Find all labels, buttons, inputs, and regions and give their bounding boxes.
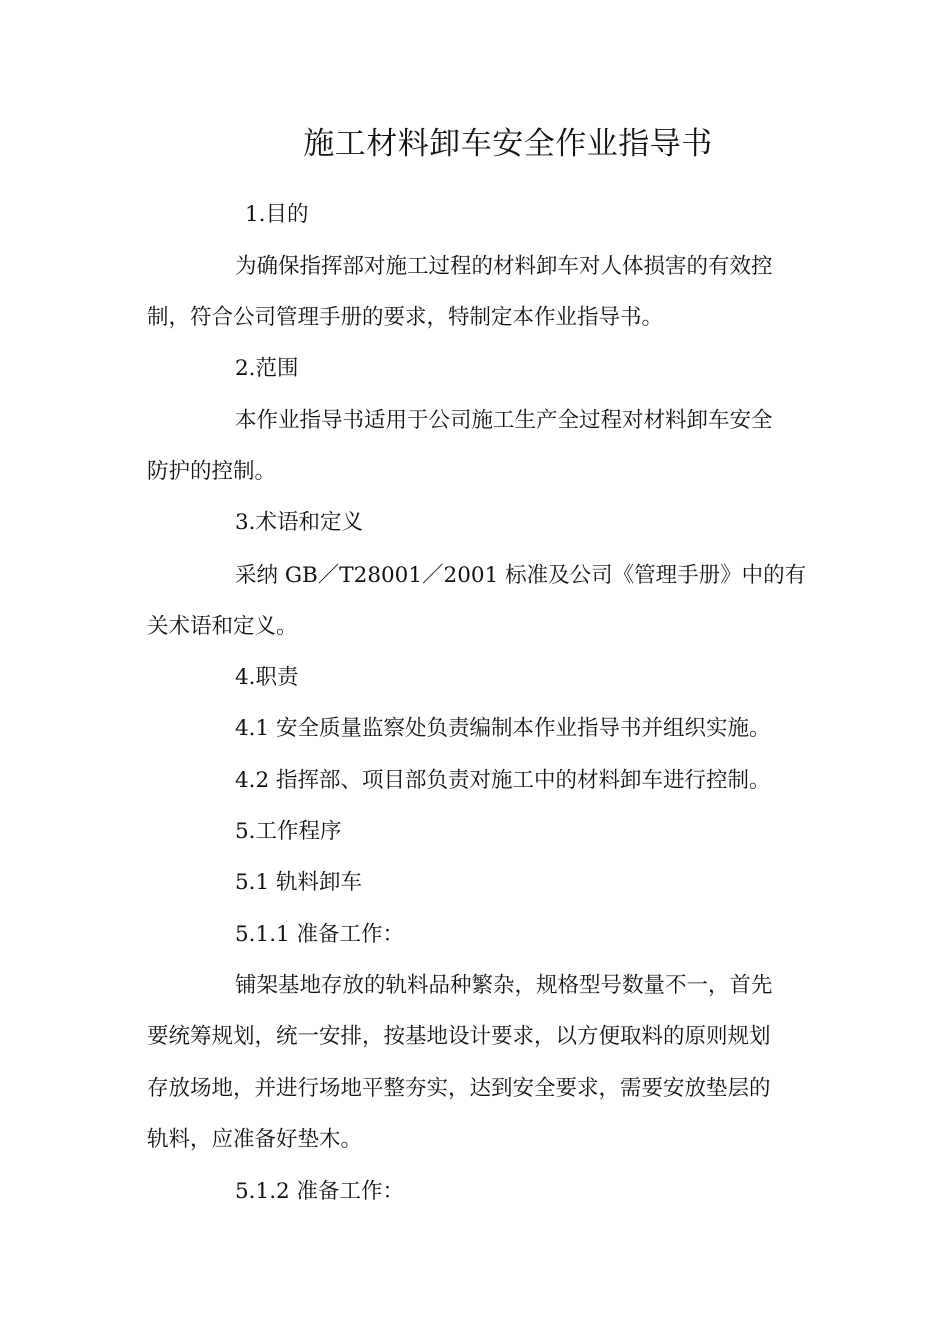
paragraph-line: 制，符合公司管理手册的要求，特制定本作业指导书。 <box>147 305 664 330</box>
paragraph-line: 防护的控制。 <box>147 459 277 484</box>
paragraph-line: 4.2 指挥部、项目部负责对施工中的材料卸车进行控制。 <box>235 768 771 793</box>
section-heading-terms: 3.术语和定义 <box>235 510 364 535</box>
paragraph-line: 轨料，应准备好垫木。 <box>147 1127 363 1152</box>
paragraph-line: 存放场地，并进行场地平整夯实，达到安全要求，需要安放垫层的 <box>147 1076 771 1101</box>
section-heading-purpose: 1.目的 <box>245 202 309 227</box>
subsection-heading: 5.1.1 准备工作： <box>235 922 405 947</box>
paragraph-line: 关术语和定义。 <box>147 614 298 639</box>
subsection-heading: 5.1.2 准备工作： <box>235 1179 405 1204</box>
paragraph-line: 为确保指挥部对施工过程的材料卸车对人体损害的有效控 <box>235 254 773 279</box>
paragraph-line: 要统筹规划，统一安排，按基地设计要求，以方便取料的原则规划 <box>147 1024 771 1049</box>
section-heading-duties: 4.职责 <box>235 665 299 690</box>
document-title: 施工材料卸车安全作业指导书 <box>303 126 713 162</box>
subsection-heading: 5.1 轨料卸车 <box>235 870 363 895</box>
section-heading-procedure: 5.工作程序 <box>235 819 342 844</box>
paragraph-line: 4.1 安全质量监察处负责编制本作业指导书并组织实施。 <box>235 716 771 741</box>
paragraph-line: 铺架基地存放的轨料品种繁杂，规格型号数量不一，首先 <box>235 973 773 998</box>
paragraph-line: 采纳 GB／T28001／2001 标准及公司《管理手册》中的有 <box>235 563 807 588</box>
section-heading-scope: 2.范围 <box>235 356 299 381</box>
paragraph-line: 本作业指导书适用于公司施工生产全过程对材料卸车安全 <box>235 408 773 433</box>
